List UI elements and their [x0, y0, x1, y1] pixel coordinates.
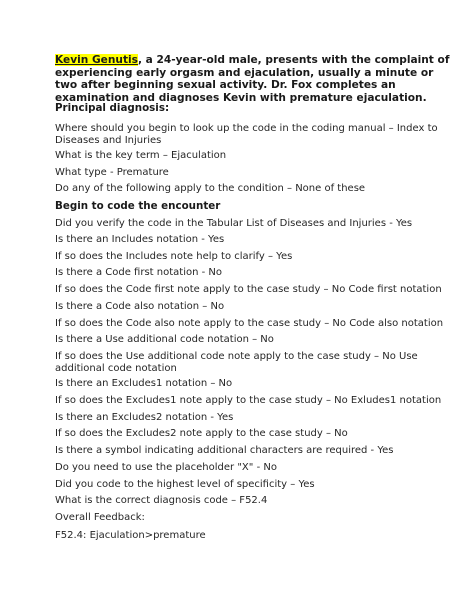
begin-coding-heading: Begin to code the encounter: [55, 200, 221, 212]
worksheet-line: Did you code to the highest level of specificity – Yes: [55, 479, 315, 490]
worksheet-line: What is the key term – Ejaculation: [55, 150, 227, 161]
final-code-line: F52.4: Ejaculation>premature: [55, 530, 206, 541]
worksheet-line: Is there a Code first notation - No: [55, 267, 223, 278]
worksheet-line: If so does the Includes note help to clarify – Yes: [55, 251, 293, 262]
worksheet-line: Is there a symbol indicating additional characters are required - Yes: [55, 445, 394, 456]
worksheet-line: If so does the Code first note apply to the case study – No Code first notation: [55, 284, 442, 295]
worksheet-line: What type - Premature: [55, 167, 169, 178]
worksheet-line: Is there an Includes notation - Yes: [55, 234, 225, 245]
principal-diagnosis-heading: Principal diagnosis:: [55, 102, 170, 114]
worksheet-line: Is there a Code also notation – No: [55, 301, 225, 312]
case-intro-text: , a 24-year-old male, presents with the complaint of experiencing early orgasm and ejaculation, usually a minute or two after beginning sexual activity. Dr. Fox completes an examination and diagnoses Kevin with premature ejaculation.: [55, 54, 450, 104]
worksheet-line: If so does the Excludes2 note apply to the case study – No: [55, 428, 348, 439]
overall-feedback-label: Overall Feedback:: [55, 512, 145, 523]
worksheet-line: If so does the Code also note apply to the case study – No Code also notation: [55, 318, 444, 329]
worksheet-line: Is there an Excludes1 notation – No: [55, 378, 233, 389]
worksheet-line: Did you verify the code in the Tabular List of Diseases and Injuries - Yes: [55, 218, 413, 229]
worksheet-line: Do you need to use the placeholder "X" - No: [55, 462, 277, 473]
worksheet-line: If so does the Use additional code note apply to the case study – No Use additional code notation: [55, 351, 418, 374]
worksheet-line: Is there a Use additional code notation – No: [55, 334, 274, 345]
worksheet-line: Do any of the following apply to the condition – None of these: [55, 183, 366, 194]
case-intro-paragraph: [55, 54, 450, 104]
worksheet-line: What is the correct diagnosis code – F52.4: [55, 495, 268, 506]
worksheet-line: Where should you begin to look up the code in the coding manual – Index to Diseases and Injuries: [55, 123, 438, 146]
patient-name: Kevin Genutis: [55, 54, 138, 66]
worksheet-line: Is there an Excludes2 notation - Yes: [55, 412, 234, 423]
worksheet-line: If so does the Excludes1 note apply to the case study – No Exludes1 notation: [55, 395, 442, 406]
